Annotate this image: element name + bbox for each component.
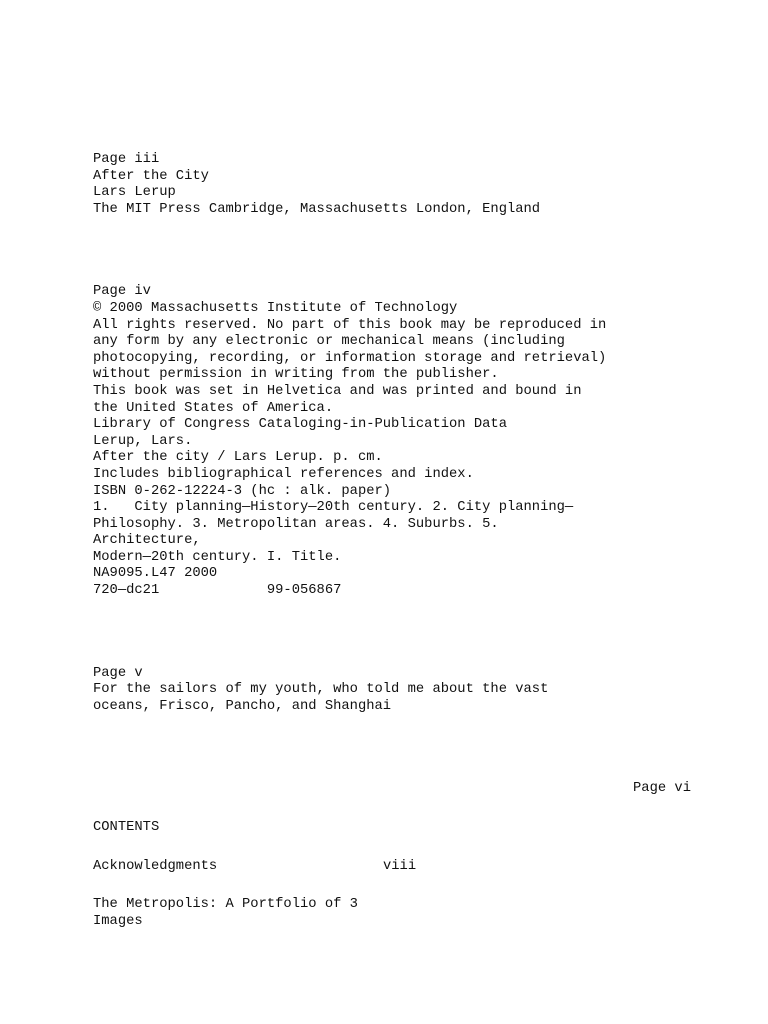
cip-line: Architecture, [93, 533, 201, 549]
copyright-line: This book was set in Helvetica and was printed and bound in [93, 383, 582, 399]
page-iii [93, 152, 713, 218]
dedication-line: oceans, Frisco, Pancho, and Shanghai [93, 698, 392, 714]
page-label: Page v [93, 665, 143, 681]
copyright-line: All rights reserved. No part of this book may be reproduced in [93, 317, 607, 333]
copyright-line: © 2000 Massachusetts Institute of Technology [93, 300, 458, 316]
page-gap [93, 600, 713, 666]
contents-heading: CONTENTS [93, 820, 160, 836]
cip-line: 720—dc21 99-056867 [93, 583, 342, 599]
cip-line: Includes bibliographical references and index. [93, 466, 474, 482]
cip-line: Lerup, Lars. [93, 433, 193, 449]
copyright-line: the United States of America. [93, 400, 334, 416]
cip-line: Modern—20th century. I. Title. [93, 549, 342, 565]
page-vi [93, 781, 713, 930]
toc-entry-page: 3 [349, 897, 358, 913]
cip-line: 1. City planning—History—20th century. 2. City planning— [93, 500, 574, 516]
author: Lars Lerup [93, 185, 176, 201]
book-title: After the City [93, 168, 209, 184]
page-label: Page vi [633, 781, 691, 797]
copyright-line: any form by any electronic or mechanical means (including [93, 334, 565, 350]
page-iv [93, 284, 713, 599]
page-gap [93, 218, 713, 284]
toc-entry-title-line [93, 897, 713, 914]
cip-line: Philosophy. 3. Metropolitan areas. 4. Suburbs. 5. [93, 516, 499, 532]
toc-entry-title-continued: Images [93, 913, 143, 929]
toc-entry-title: Acknowledgments [93, 858, 218, 874]
toc-entry-title: The Metropolis: A Portfolio of [93, 897, 342, 913]
page-v [93, 666, 713, 716]
publisher: The MIT Press Cambridge, Massachusetts London, England [93, 201, 541, 217]
cip-line: NA9095.L47 2000 [93, 566, 218, 582]
copyright-line: photocopying, recording, or information storage and retrieval) [93, 350, 607, 366]
document-body [93, 152, 713, 930]
toc-entry[interactable] [93, 897, 713, 930]
page-label: Page iii [93, 152, 160, 167]
cip-line: ISBN 0-262-12224-3 (hc : alk. paper) [93, 483, 392, 499]
page-gap [93, 715, 713, 781]
toc-entry[interactable] [93, 859, 713, 876]
copyright-line: without permission in writing from the publisher. [93, 367, 499, 383]
page-label: Page iv [93, 284, 151, 300]
cip-line: Library of Congress Cataloging-in-Publication Data [93, 417, 507, 433]
dedication-line: For the sailors of my youth, who told me about the vast [93, 682, 549, 698]
toc-entry-page: viii [383, 858, 417, 874]
cip-line: After the city / Lars Lerup. p. cm. [93, 450, 383, 466]
